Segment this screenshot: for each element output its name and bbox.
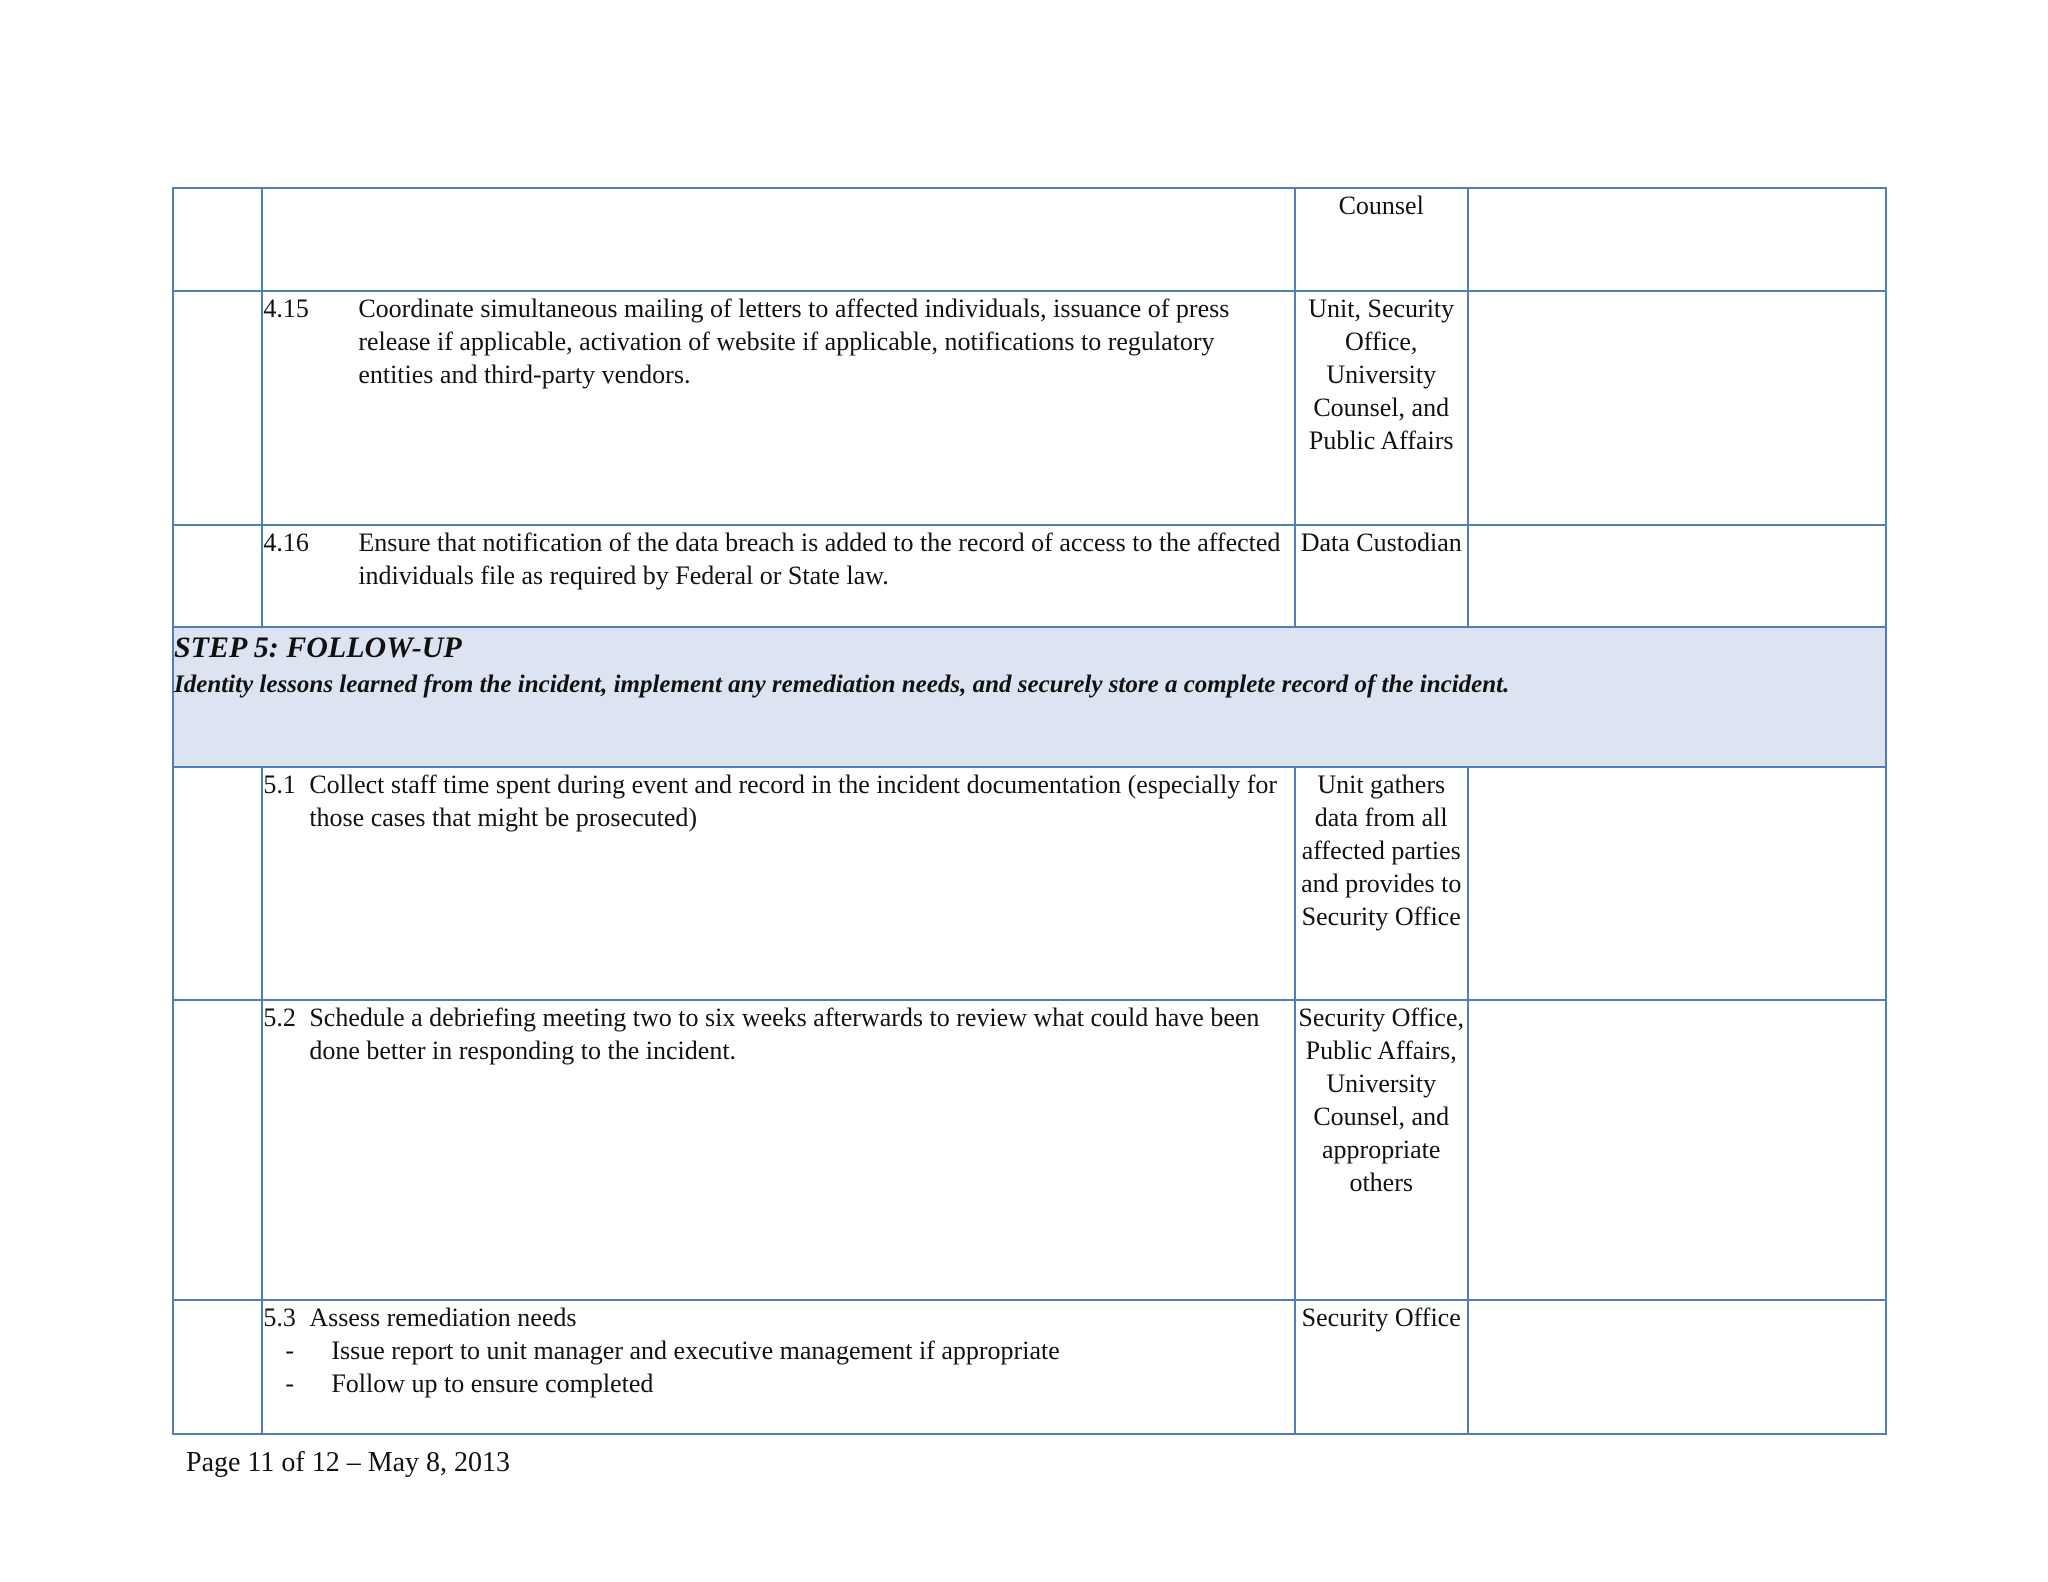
bullet-marker: - bbox=[285, 1336, 294, 1365]
table-row bbox=[173, 525, 1886, 627]
task-text: Collect staff time spent during event and record in the incident documentation (especially for those cases that might be prosecuted) bbox=[309, 770, 1278, 832]
notes-cell bbox=[1468, 188, 1886, 291]
responsible-cell: Security Office, Public Affairs, University Counsel, and appropriate others bbox=[1295, 1000, 1468, 1300]
task-text: Assess remediation needs bbox=[309, 1303, 577, 1332]
blank-cell bbox=[173, 1300, 262, 1434]
responsible-cell: Unit, Security Office, University Counsel, and Public Affairs bbox=[1295, 291, 1468, 525]
task-number: 5.3 bbox=[263, 1303, 296, 1332]
task-cell bbox=[262, 767, 1295, 1000]
table-row bbox=[173, 1300, 1886, 1434]
task-cell bbox=[262, 525, 1295, 627]
bullet-item bbox=[263, 1334, 1294, 1367]
table-row bbox=[173, 1000, 1886, 1300]
responsible-cell: Security Office bbox=[1295, 1300, 1468, 1434]
responsible-cell: Unit gathers data from all affected parties and provides to Security Office bbox=[1295, 767, 1468, 1000]
bullet-text: Follow up to ensure completed bbox=[331, 1369, 654, 1398]
notes-cell bbox=[1468, 525, 1886, 627]
task-cell bbox=[262, 1300, 1295, 1434]
responsible-cell: Counsel bbox=[1295, 188, 1468, 291]
notes-cell bbox=[1468, 1300, 1886, 1434]
table-row bbox=[173, 767, 1886, 1000]
task-number: 4.16 bbox=[263, 528, 309, 557]
task-cell bbox=[262, 1000, 1295, 1300]
task-text: Coordinate simultaneous mailing of letters to affected individuals, issuance of press release if applicable, activation of website if applicable, notifications to regulatory entities and third-party vendors. bbox=[358, 294, 1230, 389]
bullet-marker: - bbox=[285, 1369, 294, 1398]
page-footer: Page 11 of 12 – May 8, 2013 bbox=[186, 1447, 511, 1478]
step-header-row bbox=[173, 627, 1886, 767]
bullet-item bbox=[263, 1367, 1294, 1400]
task-text: Ensure that notification of the data breach is added to the record of access to the affected individuals file as required by Federal or State law. bbox=[358, 528, 1281, 590]
step-title: STEP 5: FOLLOW-UP bbox=[174, 631, 462, 664]
blank-cell bbox=[173, 291, 262, 525]
notes-cell bbox=[1468, 1000, 1886, 1300]
bullet-text: Issue report to unit manager and executive management if appropriate bbox=[331, 1336, 1060, 1365]
task-number: 5.2 bbox=[263, 1003, 296, 1032]
blank-cell bbox=[173, 1000, 262, 1300]
task-text: Schedule a debriefing meeting two to six weeks afterwards to review what could have been done better in responding to the incident. bbox=[309, 1003, 1260, 1065]
responsible-cell: Data Custodian bbox=[1295, 525, 1468, 627]
blank-cell bbox=[173, 767, 262, 1000]
task-number: 5.1 bbox=[263, 770, 296, 799]
task-cell bbox=[262, 188, 1295, 291]
table-row bbox=[173, 291, 1886, 525]
task-number: 4.15 bbox=[263, 294, 309, 323]
blank-cell bbox=[173, 525, 262, 627]
notes-cell bbox=[1468, 767, 1886, 1000]
blank-cell bbox=[173, 188, 262, 291]
table-row bbox=[173, 188, 1886, 291]
step-description: Identity lessons learned from the incident, implement any remediation needs, and securely store a complete record of the incident. bbox=[174, 671, 1510, 698]
step-5-band bbox=[173, 627, 1886, 767]
task-cell bbox=[262, 291, 1295, 525]
response-plan-table bbox=[172, 187, 1887, 1435]
notes-cell bbox=[1468, 291, 1886, 525]
